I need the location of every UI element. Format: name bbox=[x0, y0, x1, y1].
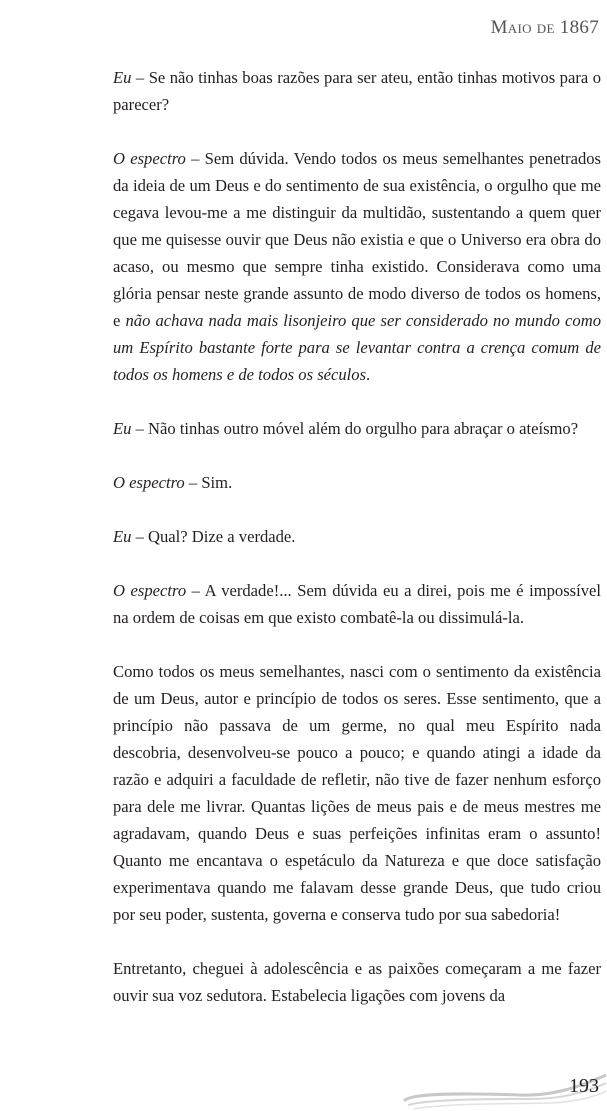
speaker-label: O espectro bbox=[113, 473, 185, 492]
paragraph-text: – Não tinhas outro móvel além do orgulho para abraçar o ateísmo? bbox=[131, 419, 579, 438]
paragraph-text: – Sem dúvida. Vendo todos os meus semelhantes penetrados da ideia de um Deus e do sentimento de sua existência, o orgulho que me cegava levou-me a me distinguir da multidão, sustentando a quem quer que me quisesse ouvir que Deus não existia e que o Universo era obra do acaso, ou mesmo que sempre tinha existido. Considerava como uma glória pensar neste grande assunto de modo diverso de todos os homens, e bbox=[113, 149, 602, 330]
paragraph-text-end: . bbox=[366, 365, 371, 384]
emphasized-text: não achava nada mais lisonjeiro que ser considerado no mundo como um Espírito bastante forte para se levantar contra a crença comum de todos os homens e de todos os séculos bbox=[113, 311, 601, 384]
paragraph bbox=[113, 64, 601, 118]
paragraph bbox=[113, 469, 601, 496]
speaker-label: Eu bbox=[113, 68, 132, 87]
page-number: 193 bbox=[569, 1075, 599, 1097]
page-body bbox=[113, 64, 601, 1009]
speaker-label: O espectro bbox=[113, 149, 186, 168]
paragraph bbox=[113, 145, 601, 388]
running-head: Maio de 1867 bbox=[490, 17, 599, 38]
paragraph bbox=[113, 415, 601, 442]
speaker-label: Eu bbox=[113, 527, 132, 546]
paragraph-text: Entretanto, cheguei à adolescência e as paixões começaram a me fazer ouvir sua voz sedutora. Estabelecia ligações com jovens da bbox=[113, 959, 601, 1005]
paragraph-text: – Se não tinhas boas razões para ser ateu, então tinhas motivos para o parecer? bbox=[113, 68, 601, 114]
speaker-label: Eu bbox=[113, 419, 132, 438]
paragraph bbox=[113, 955, 601, 1009]
paragraph-text: – Sim. bbox=[184, 473, 233, 492]
paragraph bbox=[113, 523, 601, 550]
paragraph bbox=[113, 658, 601, 928]
speaker-label: O espectro bbox=[113, 581, 187, 600]
paragraph-text: Como todos os meus semelhantes, nasci com o sentimento da existência de um Deus, autor e princípio de todos os seres. Esse sentimento, que a princípio não passava de um germe, no qual meu Espírito nada descobria, desenvolveu-se pouco a pouco; e quando atingi a idade da razão e adquiri a faculdade de refletir, não tive de fazer nenhum esforço para dele me livrar. Quantas lições de meus pais e de meus mestres me agradavam, quando Deus e suas perfeições infinitas eram o assunto! Quanto me encantava o espetáculo da Natureza e que doce satisfação experimentava quando me falavam desse grande Deus, que tudo criou por seu poder, sustenta, governa e conserva tudo por sua sabedoria! bbox=[113, 662, 601, 924]
paragraph-text: – Qual? Dize a verdade. bbox=[131, 527, 296, 546]
paragraph-text: – A verdade!... Sem dúvida eu a direi, pois me é impossível na ordem de coisas em que existo combatê-la ou dissimulá-la. bbox=[113, 581, 601, 627]
paragraph bbox=[113, 577, 601, 631]
